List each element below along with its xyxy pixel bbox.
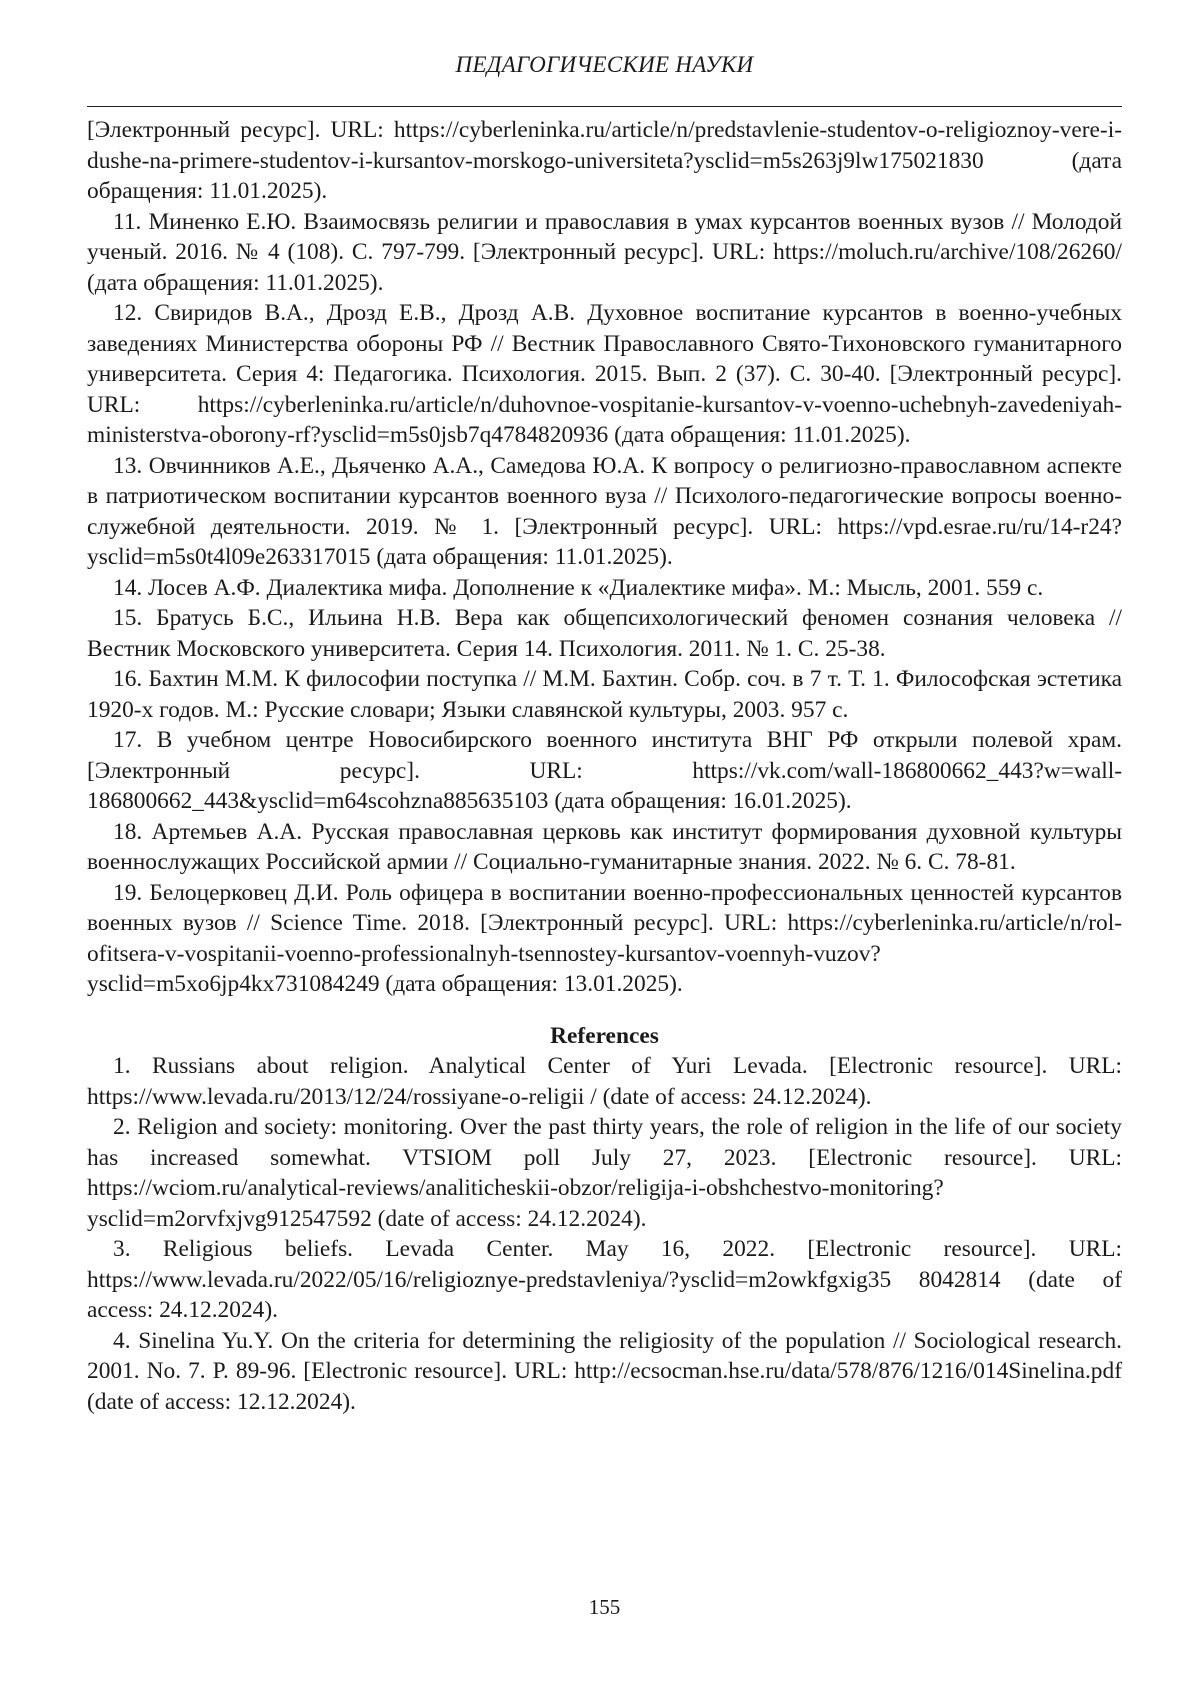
- reference-item-2: 2. Religion and society: monitoring. Over the past thirty years, the role of religion in the life of our society has increased somewhat. VTSIOM poll July 27, 2023. [Electronic resource]. URL: https://wciom.ru/analytical-reviews/analiticheskii-obzor/religija-i-obshchestvo-monitoring?ysclid=m2orvfxjvg912547592 (date of access: 24.12.2024).: [87, 1114, 1122, 1232]
- page-body: [87, 115, 1122, 1417]
- page-number: 155: [588, 1595, 621, 1619]
- reference-item-4: 4. Sinelina Yu.Y. On the criteria for determining the religiosity of the population // Sociological research. 2001. No. 7. P. 89-96. [Electronic resource]. URL: http://ecsocman.hse.ru/data/578/876/1216/014Sinelina.pdf (date of access: 12.12.2024).: [87, 1327, 1122, 1415]
- literature-item-15: 15. Братусь Б.С., Ильина Н.В. Вера как общепсихологический феномен сознания человека // Вестник Московского университета. Серия 14. Психология. 2011. № 1. С. 25-38.: [87, 605, 1122, 662]
- literature-item-19: 19. Белоцерковец Д.И. Роль офицера в воспитании военно-профессиональных ценностей курсантов военных вузов // Science Time. 2018. [Электронный ресурс]. URL: https://cyberleninka.ru/article/n/rol-ofitsera-v-vospitanii-voenno-professionalnyh-tsennostey-kursantov-voennyh-vuzov?ysclid=m5xo6jp4kx731084249 (дата обращения: 13.01.2025).: [87, 879, 1122, 997]
- literature-item-11: 11. Миненко Е.Ю. Взаимосвязь религии и православия в умах курсантов военных вузов // Молодой ученый. 2016. № 4 (108). С. 797-799. [Электронный ресурс]. URL: https://moluch.ru/archive/108/26260/ (дата обращения: 11.01.2025).: [87, 208, 1122, 296]
- continued-reference: [Электронный ресурс]. URL: https://cyberleninka.ru/article/n/predstavlenie-studentov-o-religioznoy-vere-i-dushe-na-primere-studentov-i-kursantov-morskogo-universiteta?ysclid=m5s263j9lw175021830 (дата обращения: 11.01.2025).: [87, 117, 1122, 204]
- reference-item-3: 3. Religious beliefs. Levada Center. May 16, 2022. [Electronic resource]. URL: https://www.levada.ru/2022/05/16/religioznye-predstavleniya/?ysclid=m2owkfgxig35 8042814 (date of access: 24.12.2024).: [87, 1236, 1122, 1323]
- literature-item-16: 16. Бахтин М.М. К философии поступка // М.М. Бахтин. Собр. соч. в 7 т. Т. 1. Философская эстетика 1920-х годов. М.: Русские словари; Языки славянской культуры, 2003. 957 с.: [87, 666, 1122, 723]
- running-header: ПЕДАГОГИЧЕСКИЕ НАУКИ: [455, 52, 754, 77]
- literature-item-18: 18. Артемьев А.А. Русская православная церковь как институт формирования духовной культуры военнослужащих Российской армии // Социально-гуманитарные знания. 2022. № 6. С. 78-81.: [87, 818, 1122, 875]
- reference-item-1: 1. Russians about religion. Analytical Center of Yuri Levada. [Electronic resource]. URL: https://www.levada.ru/2013/12/24/rossiyane-o-religii / (date of access: 24.12.2024).: [87, 1053, 1122, 1110]
- literature-item-14: 14. Лосев А.Ф. Диалектика мифа. Дополнение к «Диалектике мифа». М.: Мысль, 2001. 559 с.: [113, 574, 1044, 601]
- header-rule: [87, 106, 1122, 107]
- references-heading: References: [550, 1022, 659, 1049]
- literature-item-13: 13. Овчинников А.Е., Дьяченко А.А., Самедова Ю.А. К вопросу о религиозно-православном аспекте в патриотическом воспитании курсантов военного вуза // Психолого-педагогические вопросы военно-служебной деятельности. 2019. № 1. [Электронный ресурс]. URL: https://vpd.esrae.ru/ru/14-r24?ysclid=m5s0t4l09e263317015 (дата обращения: 11.01.2025).: [87, 452, 1122, 570]
- literature-item-12: 12. Свиридов В.А., Дрозд Е.В., Дрозд А.В. Духовное воспитание курсантов в военно-учебных заведениях Министерства обороны РФ // Вестник Православного Свято-Тихоновского гуманитарного университета. Серия 4: Педагогика. Психология. 2015. Вып. 2 (37). С. 30-40. [Электронный ресурс]. URL: https://cyberleninka.ru/article/n/duhovnoe-vospitanie-kursantov-v-voenno-uchebnyh-zavedeniyah-ministerstva-oborony-rf?ysclid=m5s0jsb7q4784820936 (дата обращения: 11.01.2025).: [87, 300, 1122, 448]
- literature-item-17: 17. В учебном центре Новосибирского военного института ВНГ РФ открыли полевой храм. [Электронный ресурс]. URL: https://vk.com/wall-186800662_443?w=wall-186800662_443&ysclid=m64scohzna885635103 (дата обращения: 16.01.2025).: [87, 727, 1122, 814]
